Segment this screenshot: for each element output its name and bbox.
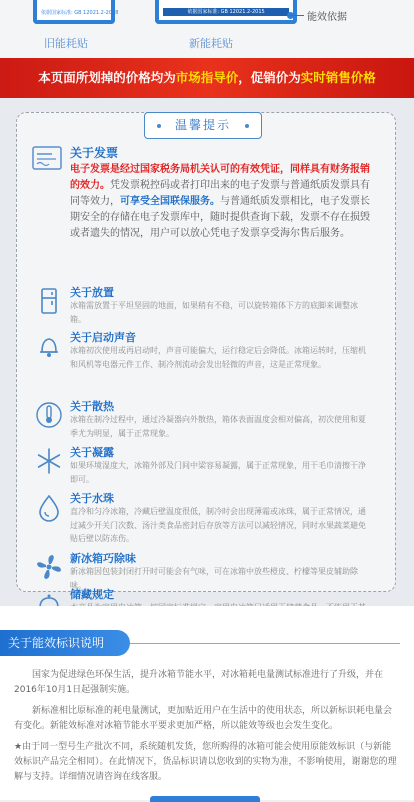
fridge-icon (34, 286, 64, 316)
energy-label-strip (0, 0, 414, 58)
energy-paragraph-3: ★由于同一型号生产批次不同，系统随机发货，您所购得的冰箱可能会使用原能效标识（与新能效标识产品完全相同）。在此情况下，货品标识请以您收到的实物为准，不影响使用，谢谢您的理解与支持。详细情况请咨询在线客服。 (14, 742, 397, 782)
tip-title: 关于散热 (70, 400, 114, 413)
tip-title: 关于启动声音 (70, 331, 136, 344)
water-drop-icon (34, 492, 64, 522)
energy-section-body (14, 668, 400, 791)
pointer-line (290, 15, 304, 16)
invoice-icon (32, 146, 62, 170)
tip-body: 直冷和匀冷冰箱，冷藏后壁温度很低，制冷时会出现薄霜或冰珠，属于正常情况，通过减少开关门次数、汤汁类食品密封后存放等方法可以减轻情况，同时水果蔬菜避免贴后壁以防冻伤。 (70, 507, 366, 543)
energy-paragraph-1: 国家为促进绿色环保生活，提升冰箱节能水平，对冰箱耗电量测试标准进行了升级，并在2016年10月1日起强制实施。 (14, 670, 384, 695)
tab-dot-left-icon (157, 124, 161, 128)
pointer-text: 能效依据 (307, 12, 347, 23)
tip-title: 关于凝露 (70, 446, 114, 459)
invoice-title: 关于发票 (70, 146, 119, 160)
invoice-text-2: 与普通纸质发票相比，电子发票长期安全的存储在电子发票库中，随时提供查询下载，发票不存在损毁或者遗失的情况，用户可以放心凭电子发票享受海尔售后服务。 (70, 196, 370, 239)
tip-body: 冰箱需放置于平坦坚固的地面，如果稍有不稳，可以旋转箱体下方的底脚来调整冰箱。 (70, 301, 358, 324)
invoice-blue-text: 可享受全国联保服务。 (120, 196, 220, 207)
old-label-caption: 旧能耗贴 (44, 37, 88, 50)
bell-icon (34, 331, 64, 361)
reminder-section (0, 98, 414, 606)
invoice-block (24, 144, 382, 274)
energy-section-heading: 关于能效标识说明 (0, 630, 130, 656)
new-energy-label-image (155, 0, 297, 24)
tip-body: 冰箱在制冷过程中，通过冷凝器向外散热，箱体表面温度会相对偏高，初次使用和夏季尤为明显，属于正常现象。 (70, 415, 366, 438)
new-label-caption: 新能耗贴 (189, 37, 233, 50)
banner-text-1: 本页面所划掉的价格均为 (38, 70, 176, 85)
banner-text-2: ，促销价为 (238, 70, 301, 85)
energy-label-section (0, 606, 414, 800)
invoice-red-text: 电子发票是经过国家税务局机关认可的有效凭证，同样具有财务报销的效力。 (70, 164, 370, 191)
new-label-standard: 依据国家标准: GB 12021.2-2015 (163, 8, 289, 16)
fan-icon (34, 552, 64, 582)
tip-body: 如果环境湿度大，冰箱外部及门间中梁容易凝露，属于正常现象，用干毛巾清擦干净即可。 (70, 461, 366, 484)
banner-highlight-1: 市场指导价 (175, 70, 239, 85)
energy-heading-divider (130, 643, 400, 644)
price-notice-banner (0, 58, 414, 98)
tip-title: 新冰箱巧除味 (70, 552, 136, 565)
old-energy-label-image (33, 0, 119, 24)
thermometer-icon (34, 400, 64, 430)
reminder-tab-label: 温馨提示 (174, 118, 231, 132)
tip-title: 储藏规定 (70, 588, 114, 601)
tip-title: 关于水珠 (70, 492, 114, 505)
energy-paragraph-2: 新标准相比原标准的耗电量测试，更加贴近用户在生活中的使用状态，所以新标识耗电量会有变化。新能效标准对冰箱节能水平要求更加严格，所以能效等级也会发生变化。 (14, 706, 393, 731)
banner-highlight-2: 实时销售价格 (300, 70, 376, 85)
invoice-body (70, 162, 370, 242)
tip-body: 冰箱初次使用或再启动时，声音可能偏大，运行稳定后会降低。冰箱运转时，压缩机和风机等电器元件工作、制冷剂流动会发出轻微的声音，这是正常现象。 (70, 346, 366, 369)
tab-dot-right-icon (245, 124, 249, 128)
invoice-text-1: 凭发票税控码或者打印出来的电子发票与普通纸质发票具有同等效力， (70, 180, 370, 207)
tip-title: 关于放置 (70, 286, 114, 299)
tip-body: 新冰箱因包装封闭打开时可能会有气味，可在冰箱中放些橙皮、柠檬等果皮辅助除味。 (70, 567, 358, 590)
next-section-tab (150, 796, 260, 802)
reminder-tab (144, 112, 262, 139)
old-label-standard: 依据国家标准: GB 12021.2-2008 (41, 10, 119, 16)
snowflake-icon (34, 446, 64, 476)
